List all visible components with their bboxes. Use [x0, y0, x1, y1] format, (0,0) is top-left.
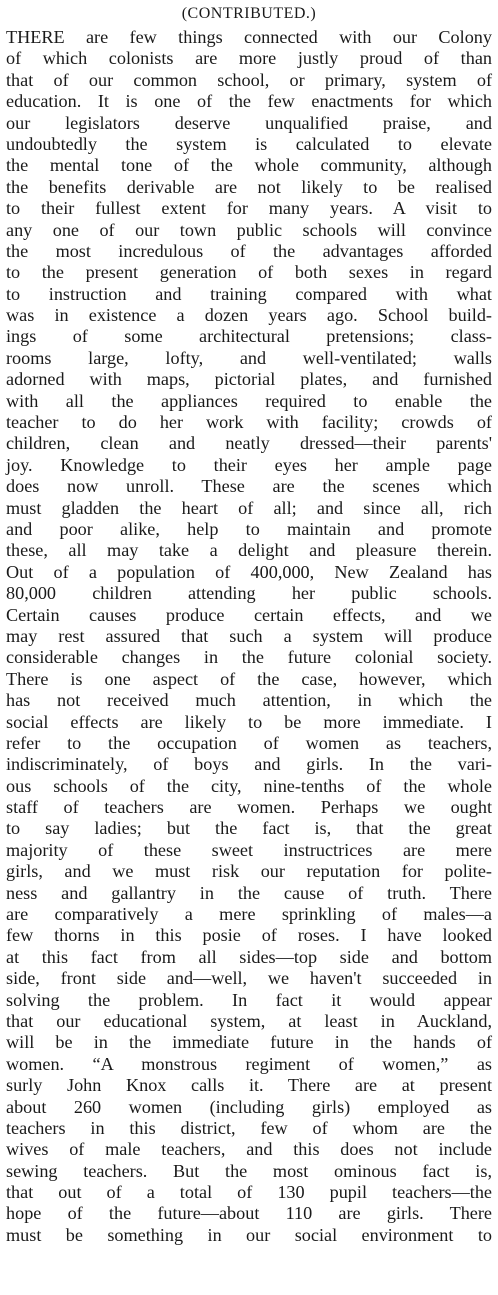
- article-line: few thorns in this posie of roses. I have looked: [6, 925, 492, 946]
- article-line: Out of a population of 400,000, New Zealand has: [6, 561, 492, 582]
- article-line: ous schools of the city, nine-tenths of the whole: [6, 775, 492, 796]
- article-line: to say ladies; but the fact is, that the great: [6, 818, 492, 839]
- article-line: girls, and we must risk our reputation for polite-: [6, 861, 492, 882]
- article-line: children, clean and neatly dressed—their parents': [6, 433, 492, 454]
- article-line: the most incredulous of the advantages afforded: [6, 240, 492, 261]
- article-line: Certain causes produce certain effects, and we: [6, 604, 492, 625]
- article-line: rooms large, lofty, and well-ventilated; walls: [6, 347, 492, 368]
- article-line: that of our common school, or primary, system of: [6, 69, 492, 90]
- article-line: hope of the future—about 110 are girls. There: [6, 1203, 492, 1224]
- article-line: education. It is one of the few enactments for which: [6, 91, 492, 112]
- article-line: wives of male teachers, and this does not include: [6, 1139, 492, 1160]
- article-line: may rest assured that such a system will produce: [6, 625, 492, 646]
- article-line: social effects are likely to be more immediate. I: [6, 711, 492, 732]
- column-heading: (CONTRIBUTED.): [181, 5, 317, 22]
- article-line: these, all may take a delight and pleasure therein.: [6, 540, 492, 561]
- article-line: staff of teachers are women. Perhaps we ought: [6, 797, 492, 818]
- article-line: solving the problem. In fact it would appear: [6, 989, 492, 1010]
- article-line: the mental tone of the whole community, although: [6, 155, 492, 176]
- article-line: majority of these sweet instructrices are mere: [6, 839, 492, 860]
- article-line: at this fact from all sides—top side and bottom: [6, 946, 492, 967]
- article-line: sewing teachers. But the most ominous fact is,: [6, 1160, 492, 1181]
- article-line: must be something in our social environment to: [6, 1224, 492, 1245]
- article-line: undoubtedly the system is calculated to elevate: [6, 133, 492, 154]
- article-line: teacher to do her work with facility; crowds of: [6, 412, 492, 433]
- article-line: about 260 women (including girls) employed as: [6, 1096, 492, 1117]
- article-line: will be in the immediate future in the hands of: [6, 1032, 492, 1053]
- article-line: considerable changes in the future colonial society.: [6, 647, 492, 668]
- article-line: with all the appliances required to enable the: [6, 390, 492, 411]
- article-line: are comparatively a mere sprinkling of males—a: [6, 904, 492, 925]
- article-line: surly John Knox calls it. There are at present: [6, 1075, 492, 1096]
- article-line: to the present generation of both sexes in regard: [6, 262, 492, 283]
- article-line: THERE are few things connected with our Colony: [6, 27, 492, 47]
- article-line: joy. Knowledge to their eyes her ample page: [6, 454, 492, 475]
- article-line: There is one aspect of the case, however, which: [6, 668, 492, 689]
- article-line: that out of a total of 130 pupil teachers—the: [6, 1182, 492, 1203]
- article-line: side, front side and—well, we haven't succeeded in: [6, 968, 492, 989]
- article-line: refer to the occupation of women as teachers,: [6, 732, 492, 753]
- article-line: was in existence a dozen years ago. School build-: [6, 305, 492, 326]
- article-line: to instruction and training compared with what: [6, 283, 492, 304]
- article-line: women. “A monstrous regiment of women,” as: [6, 1053, 492, 1074]
- article-line: the benefits derivable are not likely to be realised: [6, 176, 492, 197]
- article-line: ness and gallantry in the cause of truth. There: [6, 882, 492, 903]
- article-line: that our educational system, at least in Auckland,: [6, 1010, 492, 1031]
- article-line: adorned with maps, pictorial plates, and furnished: [6, 369, 492, 390]
- article-line: does now unroll. These are the scenes which: [6, 476, 492, 497]
- article-line: teachers in this district, few of whom are the: [6, 1117, 492, 1138]
- article-line: of which colonists are more justly proud of than: [6, 48, 492, 69]
- article-line: our legislators deserve unqualified praise, and: [6, 112, 492, 133]
- article-line: any one of our town public schools will convince: [6, 219, 492, 240]
- article-body: [6, 27, 492, 1246]
- article-line: to their fullest extent for many years. A visit to: [6, 198, 492, 219]
- article-line: indiscriminately, of boys and girls. In the vari-: [6, 754, 492, 775]
- article-line: and poor alike, help to maintain and promote: [6, 518, 492, 539]
- article-line: must gladden the heart of all; and since all, rich: [6, 497, 492, 518]
- article-line: ings of some architectural pretensions; class-: [6, 326, 492, 347]
- article-line: 80,000 children attending her public schools.: [6, 583, 492, 604]
- article-line: has not received much attention, in which the: [6, 690, 492, 711]
